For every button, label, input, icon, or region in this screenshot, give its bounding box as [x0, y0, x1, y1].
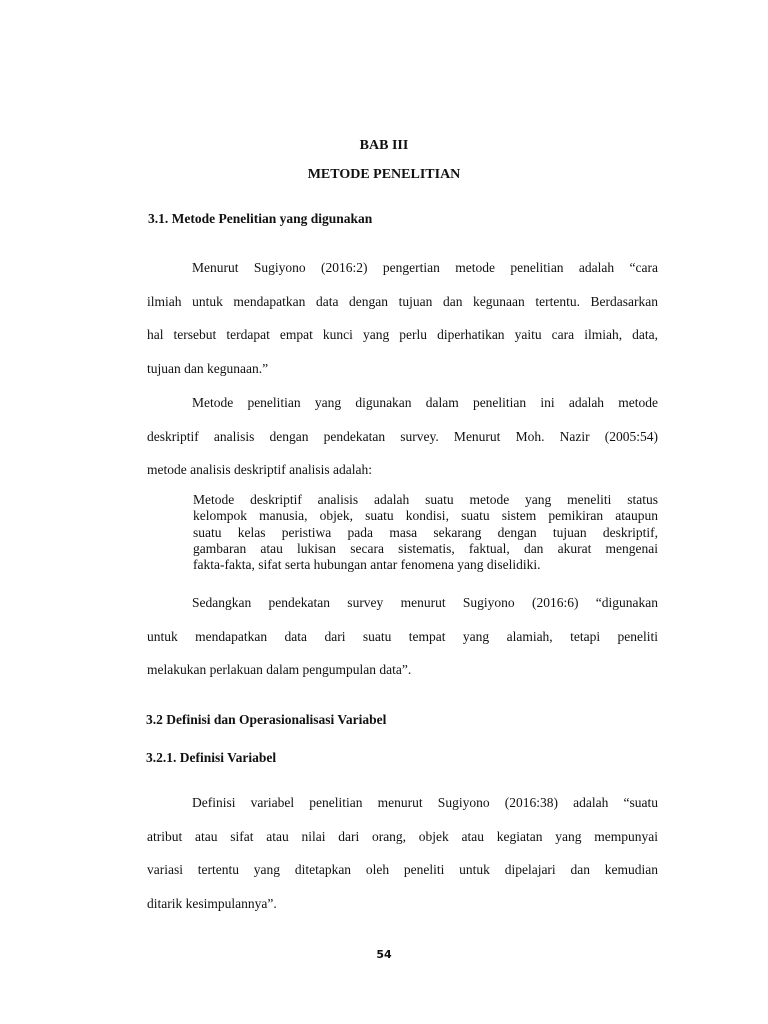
- block-quote: [193, 492, 658, 573]
- paragraph-line: ditarik kesimpulannya”.: [147, 895, 277, 911]
- page-number: 54: [376, 948, 392, 961]
- section-3-2-1-paragraph-1: [147, 786, 658, 920]
- section-3-2-1-heading: 3.2.1. Definisi Variabel: [146, 750, 277, 765]
- quote-line: suatu kelas peristiwa pada masa sekarang dengan tujuan deskriptif,: [193, 524, 658, 540]
- quote-line: kelompok manusia, objek, suatu kondisi, suatu sistem pemikiran ataupun: [193, 508, 658, 524]
- paragraph-line: metode analisis deskriptif analisis adalah:: [147, 462, 372, 477]
- paragraph-line: deskriptif analisis dengan pendekatan survey. Menurut Moh. Nazir (2005:54): [147, 428, 658, 444]
- paragraph-line: hal tersebut terdapat empat kunci yang perlu diperhatikan yaitu cara ilmiah, data,: [147, 327, 658, 342]
- quote-line: gambaran atau lukisan secara sistematis, faktual, dan akurat mengenai: [193, 540, 658, 556]
- section-3-1-paragraph-2: [147, 386, 658, 487]
- paragraph-line: variasi tertentu yang ditetapkan oleh peneliti untuk dipelajari dan kemudian: [147, 862, 658, 877]
- paragraph-line: Definisi variabel penelitian menurut Sugiyono (2016:38) adalah “suatu: [192, 795, 658, 810]
- paragraph-line: untuk mendapatkan data dari suatu tempat yang alamiah, tetapi peneliti: [147, 628, 658, 644]
- paragraph-line: Menurut Sugiyono (2016:2) pengertian metode penelitian adalah “cara: [192, 260, 658, 275]
- paragraph-line: Metode penelitian yang digunakan dalam penelitian ini adalah metode: [192, 395, 658, 410]
- section-3-1-paragraph-3: [147, 586, 658, 687]
- paragraph-line: atribut atau sifat atau nilai dari orang, objek atau kegiatan yang mempunyai: [147, 828, 658, 844]
- section-3-2-heading: 3.2 Definisi dan Operasionalisasi Variabel: [146, 712, 387, 727]
- paragraph-line: tujuan dan kegunaan.”: [147, 360, 269, 376]
- section-3-1-heading: 3.1. Metode Penelitian yang digunakan: [148, 211, 373, 226]
- quote-line: fakta-fakta, sifat serta hubungan antar fenomena yang diselidiki.: [193, 557, 541, 573]
- quote-line: Metode deskriptif analisis adalah suatu metode yang meneliti status: [193, 492, 658, 507]
- paragraph-line: ilmiah untuk mendapatkan data dengan tujuan dan kegunaan tertentu. Berdasarkan: [147, 293, 658, 309]
- section-3-1-paragraph-1: [147, 251, 658, 385]
- paragraph-line: Sedangkan pendekatan survey menurut Sugiyono (2016:6) “digunakan: [192, 595, 658, 610]
- chapter-number: BAB III: [359, 138, 409, 153]
- chapter-title: METODE PENELITIAN: [307, 167, 461, 182]
- paragraph-line: melakukan perlakuan dalam pengumpulan data”.: [147, 662, 412, 677]
